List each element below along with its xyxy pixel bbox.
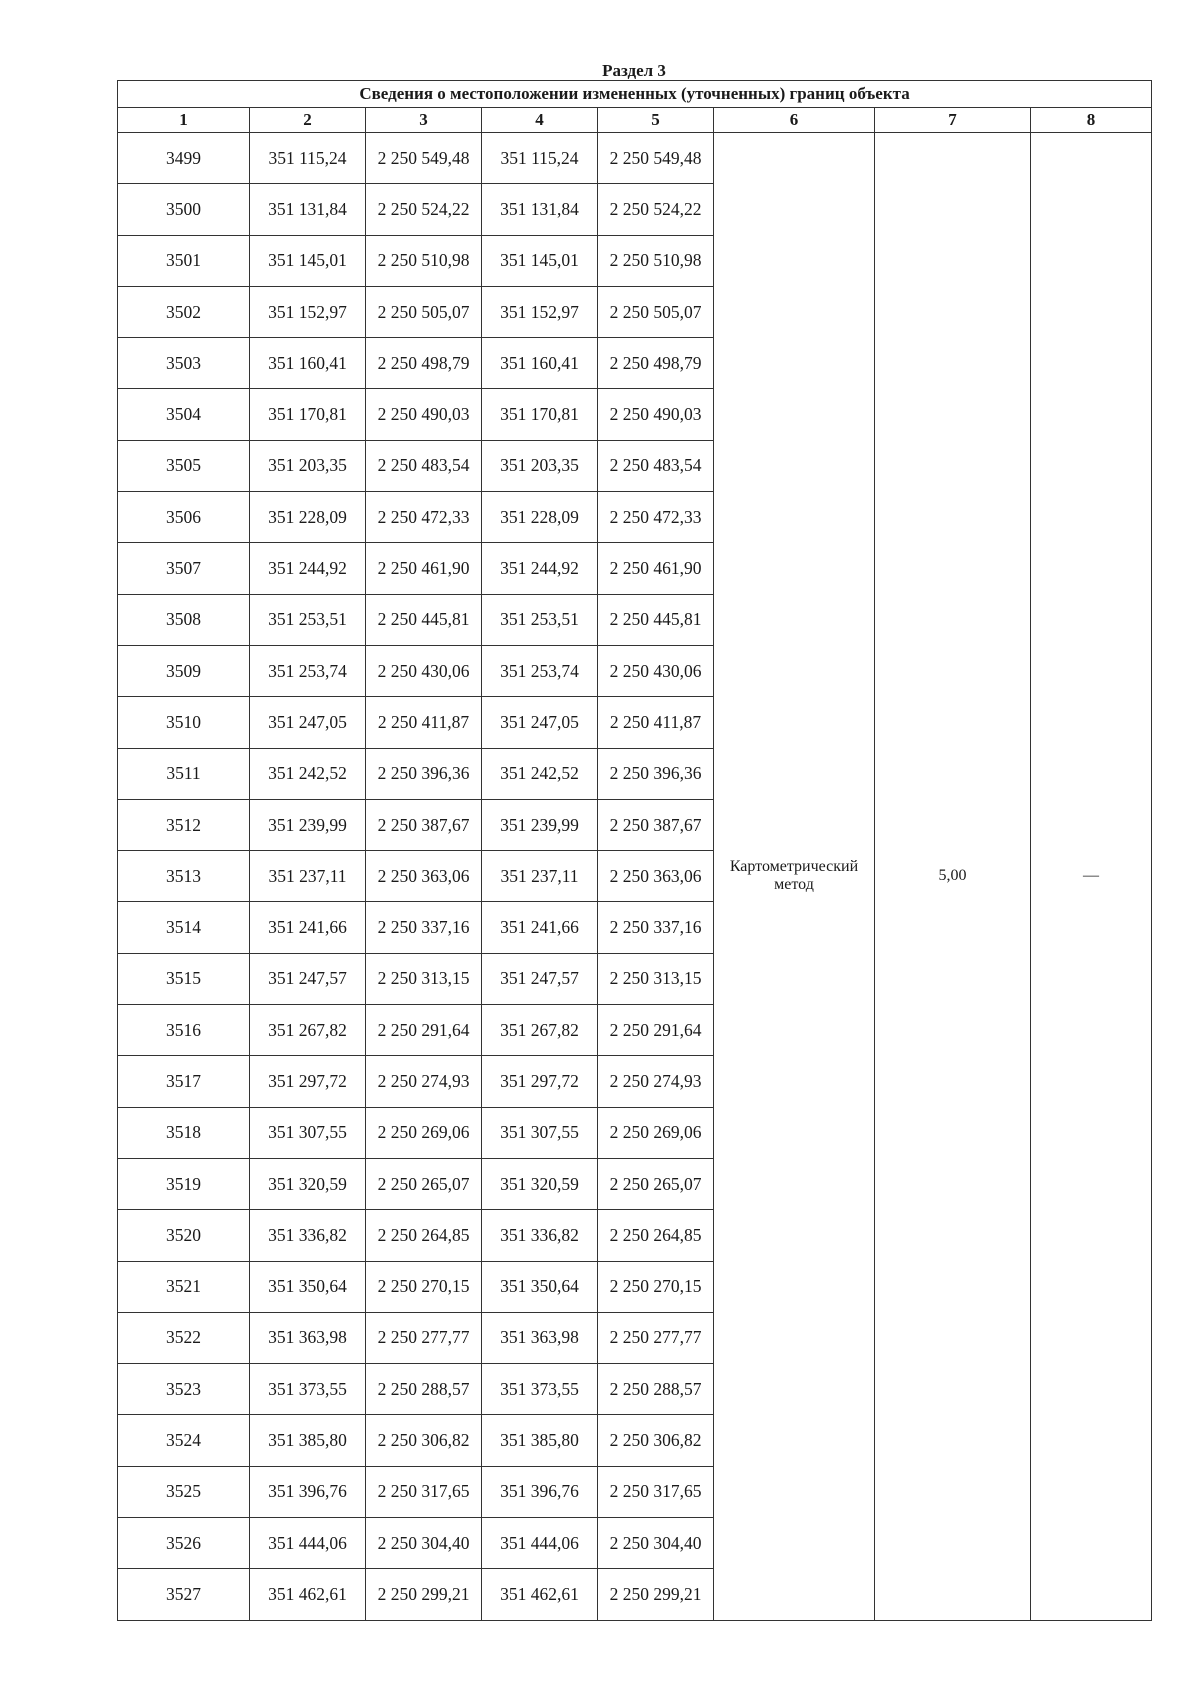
y-coordinate-cell: 2 250 524,22 [366, 184, 482, 235]
x-coordinate-cell: 351 373,55 [482, 1364, 598, 1415]
x-coordinate-cell: 351 444,06 [250, 1518, 366, 1569]
y-coordinate-cell: 2 250 269,06 [366, 1107, 482, 1158]
y-coordinate-cell: 2 250 483,54 [598, 440, 714, 491]
x-coordinate-cell: 351 160,41 [482, 338, 598, 389]
column-number-header: 6 [714, 108, 875, 133]
y-coordinate-cell: 2 250 306,82 [598, 1415, 714, 1466]
point-number-cell: 3504 [118, 389, 250, 440]
x-coordinate-cell: 351 307,55 [482, 1107, 598, 1158]
column-number-header: 7 [875, 108, 1031, 133]
point-number-cell: 3522 [118, 1312, 250, 1363]
y-coordinate-cell: 2 250 490,03 [366, 389, 482, 440]
column-numbers-row [118, 108, 1152, 133]
x-coordinate-cell: 351 145,01 [482, 235, 598, 286]
y-coordinate-cell: 2 250 396,36 [598, 748, 714, 799]
x-coordinate-cell: 351 152,97 [250, 286, 366, 337]
y-coordinate-cell: 2 250 498,79 [598, 338, 714, 389]
x-coordinate-cell: 351 244,92 [250, 543, 366, 594]
y-coordinate-cell: 2 250 387,67 [366, 799, 482, 850]
x-coordinate-cell: 351 228,09 [250, 492, 366, 543]
x-coordinate-cell: 351 228,09 [482, 492, 598, 543]
y-coordinate-cell: 2 250 549,48 [598, 133, 714, 184]
table-caption: Сведения о местоположении измененных (уточненных) границ объекта [118, 81, 1152, 108]
x-coordinate-cell: 351 297,72 [250, 1056, 366, 1107]
column-number-header: 3 [366, 108, 482, 133]
x-coordinate-cell: 351 336,82 [482, 1210, 598, 1261]
x-coordinate-cell: 351 385,80 [250, 1415, 366, 1466]
x-coordinate-cell: 351 247,57 [482, 953, 598, 1004]
x-coordinate-cell: 351 363,98 [482, 1312, 598, 1363]
point-number-cell: 3524 [118, 1415, 250, 1466]
x-coordinate-cell: 351 396,76 [482, 1466, 598, 1517]
y-coordinate-cell: 2 250 277,77 [366, 1312, 482, 1363]
y-coordinate-cell: 2 250 461,90 [366, 543, 482, 594]
point-number-cell: 3509 [118, 645, 250, 696]
x-coordinate-cell: 351 462,61 [250, 1569, 366, 1620]
point-number-cell: 3515 [118, 953, 250, 1004]
x-coordinate-cell: 351 253,74 [482, 645, 598, 696]
x-coordinate-cell: 351 320,59 [482, 1158, 598, 1209]
y-coordinate-cell: 2 250 265,07 [598, 1158, 714, 1209]
point-number-cell: 3511 [118, 748, 250, 799]
point-number-cell: 3508 [118, 594, 250, 645]
x-coordinate-cell: 351 373,55 [250, 1364, 366, 1415]
method-line1: Картометрический [729, 858, 859, 876]
x-coordinate-cell: 351 307,55 [250, 1107, 366, 1158]
x-coordinate-cell: 351 253,51 [250, 594, 366, 645]
point-number-cell: 3510 [118, 697, 250, 748]
point-number-cell: 3502 [118, 286, 250, 337]
x-coordinate-cell: 351 145,01 [250, 235, 366, 286]
point-number-cell: 3500 [118, 184, 250, 235]
y-coordinate-cell: 2 250 274,93 [598, 1056, 714, 1107]
point-number-cell: 3521 [118, 1261, 250, 1312]
y-coordinate-cell: 2 250 363,06 [598, 851, 714, 902]
y-coordinate-cell: 2 250 317,65 [598, 1466, 714, 1517]
y-coordinate-cell: 2 250 430,06 [598, 645, 714, 696]
y-coordinate-cell: 2 250 299,21 [598, 1569, 714, 1620]
y-coordinate-cell: 2 250 472,33 [598, 492, 714, 543]
table-row [118, 133, 1152, 184]
point-number-cell: 3507 [118, 543, 250, 594]
y-coordinate-cell: 2 250 524,22 [598, 184, 714, 235]
y-coordinate-cell: 2 250 277,77 [598, 1312, 714, 1363]
method-line2: метод [774, 876, 814, 894]
x-coordinate-cell: 351 239,99 [250, 799, 366, 850]
x-coordinate-cell: 351 320,59 [250, 1158, 366, 1209]
column-number-header: 4 [482, 108, 598, 133]
x-coordinate-cell: 351 297,72 [482, 1056, 598, 1107]
boundary-coordinates-table [117, 80, 1152, 1621]
y-coordinate-cell: 2 250 288,57 [598, 1364, 714, 1415]
point-number-cell: 3526 [118, 1518, 250, 1569]
x-coordinate-cell: 351 244,92 [482, 543, 598, 594]
x-coordinate-cell: 351 160,41 [250, 338, 366, 389]
x-coordinate-cell: 351 462,61 [482, 1569, 598, 1620]
y-coordinate-cell: 2 250 498,79 [366, 338, 482, 389]
point-number-cell: 3501 [118, 235, 250, 286]
x-coordinate-cell: 351 385,80 [482, 1415, 598, 1466]
y-coordinate-cell: 2 250 483,54 [366, 440, 482, 491]
y-coordinate-cell: 2 250 264,85 [598, 1210, 714, 1261]
y-coordinate-cell: 2 250 445,81 [598, 594, 714, 645]
x-coordinate-cell: 351 241,66 [250, 902, 366, 953]
y-coordinate-cell: 2 250 304,40 [598, 1518, 714, 1569]
x-coordinate-cell: 351 363,98 [250, 1312, 366, 1363]
column-number-header: 5 [598, 108, 714, 133]
x-coordinate-cell: 351 115,24 [250, 133, 366, 184]
point-number-cell: 3527 [118, 1569, 250, 1620]
x-coordinate-cell: 351 396,76 [250, 1466, 366, 1517]
x-coordinate-cell: 351 350,64 [250, 1261, 366, 1312]
point-number-cell: 3523 [118, 1364, 250, 1415]
x-coordinate-cell: 351 170,81 [482, 389, 598, 440]
x-coordinate-cell: 351 241,66 [482, 902, 598, 953]
point-number-cell: 3514 [118, 902, 250, 953]
y-coordinate-cell: 2 250 264,85 [366, 1210, 482, 1261]
method-cell [714, 133, 875, 1621]
x-coordinate-cell: 351 350,64 [482, 1261, 598, 1312]
y-coordinate-cell: 2 250 317,65 [366, 1466, 482, 1517]
x-coordinate-cell: 351 247,57 [250, 953, 366, 1004]
point-number-cell: 3513 [118, 851, 250, 902]
y-coordinate-cell: 2 250 270,15 [598, 1261, 714, 1312]
x-coordinate-cell: 351 247,05 [482, 697, 598, 748]
x-coordinate-cell: 351 247,05 [250, 697, 366, 748]
y-coordinate-cell: 2 250 270,15 [366, 1261, 482, 1312]
x-coordinate-cell: 351 152,97 [482, 286, 598, 337]
column-number-header: 2 [250, 108, 366, 133]
x-coordinate-cell: 351 237,11 [482, 851, 598, 902]
x-coordinate-cell: 351 115,24 [482, 133, 598, 184]
y-coordinate-cell: 2 250 505,07 [366, 286, 482, 337]
point-number-cell: 3516 [118, 1005, 250, 1056]
y-coordinate-cell: 2 250 445,81 [366, 594, 482, 645]
y-coordinate-cell: 2 250 430,06 [366, 645, 482, 696]
point-number-cell: 3512 [118, 799, 250, 850]
point-number-cell: 3506 [118, 492, 250, 543]
point-number-cell: 3525 [118, 1466, 250, 1517]
point-number-cell: 3505 [118, 440, 250, 491]
point-number-cell: 3503 [118, 338, 250, 389]
y-coordinate-cell: 2 250 288,57 [366, 1364, 482, 1415]
y-coordinate-cell: 2 250 396,36 [366, 748, 482, 799]
x-coordinate-cell: 351 253,74 [250, 645, 366, 696]
y-coordinate-cell: 2 250 411,87 [366, 697, 482, 748]
y-coordinate-cell: 2 250 337,16 [598, 902, 714, 953]
y-coordinate-cell: 2 250 304,40 [366, 1518, 482, 1569]
column-number-header: 1 [118, 108, 250, 133]
y-coordinate-cell: 2 250 269,06 [598, 1107, 714, 1158]
point-number-cell: 3518 [118, 1107, 250, 1158]
y-coordinate-cell: 2 250 299,21 [366, 1569, 482, 1620]
x-coordinate-cell: 351 170,81 [250, 389, 366, 440]
x-coordinate-cell: 351 242,52 [250, 748, 366, 799]
x-coordinate-cell: 351 203,35 [250, 440, 366, 491]
y-coordinate-cell: 2 250 313,15 [366, 953, 482, 1004]
y-coordinate-cell: 2 250 274,93 [366, 1056, 482, 1107]
point-number-cell: 3499 [118, 133, 250, 184]
y-coordinate-cell: 2 250 291,64 [598, 1005, 714, 1056]
y-coordinate-cell: 2 250 363,06 [366, 851, 482, 902]
description-cell: — [1031, 133, 1152, 1621]
y-coordinate-cell: 2 250 549,48 [366, 133, 482, 184]
y-coordinate-cell: 2 250 490,03 [598, 389, 714, 440]
x-coordinate-cell: 351 203,35 [482, 440, 598, 491]
y-coordinate-cell: 2 250 472,33 [366, 492, 482, 543]
y-coordinate-cell: 2 250 510,98 [598, 235, 714, 286]
x-coordinate-cell: 351 336,82 [250, 1210, 366, 1261]
point-number-cell: 3519 [118, 1158, 250, 1209]
x-coordinate-cell: 351 131,84 [482, 184, 598, 235]
x-coordinate-cell: 351 267,82 [482, 1005, 598, 1056]
y-coordinate-cell: 2 250 411,87 [598, 697, 714, 748]
x-coordinate-cell: 351 239,99 [482, 799, 598, 850]
y-coordinate-cell: 2 250 510,98 [366, 235, 482, 286]
y-coordinate-cell: 2 250 461,90 [598, 543, 714, 594]
y-coordinate-cell: 2 250 306,82 [366, 1415, 482, 1466]
y-coordinate-cell: 2 250 313,15 [598, 953, 714, 1004]
column-number-header: 8 [1031, 108, 1152, 133]
point-number-cell: 3520 [118, 1210, 250, 1261]
accuracy-cell: 5,00 [875, 133, 1031, 1621]
y-coordinate-cell: 2 250 291,64 [366, 1005, 482, 1056]
section-title: Раздел 3 [602, 61, 666, 80]
x-coordinate-cell: 351 131,84 [250, 184, 366, 235]
y-coordinate-cell: 2 250 337,16 [366, 902, 482, 953]
x-coordinate-cell: 351 444,06 [482, 1518, 598, 1569]
x-coordinate-cell: 351 267,82 [250, 1005, 366, 1056]
x-coordinate-cell: 351 242,52 [482, 748, 598, 799]
table-body [118, 133, 1152, 1621]
y-coordinate-cell: 2 250 505,07 [598, 286, 714, 337]
x-coordinate-cell: 351 237,11 [250, 851, 366, 902]
y-coordinate-cell: 2 250 265,07 [366, 1158, 482, 1209]
y-coordinate-cell: 2 250 387,67 [598, 799, 714, 850]
x-coordinate-cell: 351 253,51 [482, 594, 598, 645]
point-number-cell: 3517 [118, 1056, 250, 1107]
